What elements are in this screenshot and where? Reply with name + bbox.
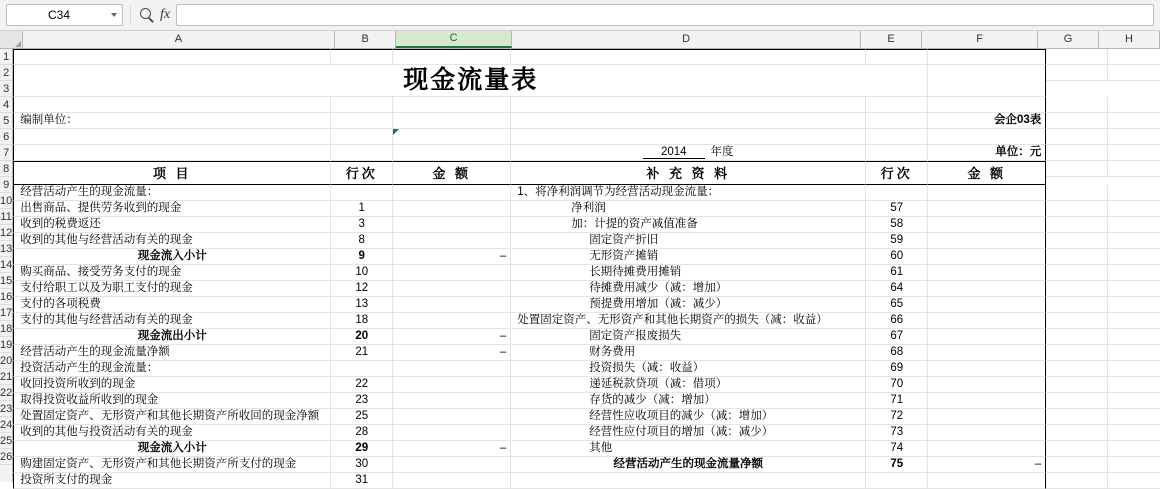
row-16-line-no-2[interactable]: 73 [866,425,928,441]
sheet-row-3 [13,97,1160,113]
row-12-h[interactable] [1108,361,1160,377]
row-14-amount[interactable] [393,393,511,409]
row-9-amount[interactable] [393,313,511,329]
select-all-corner[interactable] [0,31,23,48]
cell-c3[interactable] [393,97,511,113]
row-2-item[interactable]: 出售商品、提供劳务收到的现金 [13,201,331,217]
sheet-row-26 [13,473,1160,489]
row-4-h[interactable] [1108,233,1160,249]
cell-h5[interactable] [1108,129,1160,145]
row-1-amount[interactable] [393,185,511,201]
cell-a5[interactable] [13,129,331,145]
form-code[interactable]: 会企03表 [928,113,1046,129]
cell-h7[interactable] [1108,161,1160,177]
row-8-amount[interactable] [393,297,511,313]
row-17-line-no-2[interactable]: 74 [866,441,928,457]
row-6-item[interactable]: 购买商品、接受劳务支付的现金 [13,265,331,281]
row-16-line-no[interactable]: 28 [331,425,393,441]
sheet-row-5 [13,129,1160,145]
row-8-h[interactable] [1108,297,1160,313]
row-14-g[interactable] [1046,393,1108,409]
row-7-amount[interactable] [393,281,511,297]
row-10-item[interactable]: 现金流出小计 [13,329,331,345]
row-4-line-no[interactable]: 8 [331,233,393,249]
row-10-g[interactable] [1046,329,1108,345]
header-line-no-2[interactable]: 行次 [866,161,928,185]
chevron-down-icon[interactable] [111,13,117,17]
row-6-h[interactable] [1108,265,1160,281]
row-15-amount[interactable] [393,409,511,425]
cell-b1[interactable] [331,49,393,65]
sheet-area [13,49,1160,486]
column-header-d[interactable]: D [512,31,861,48]
row-15-item[interactable]: 处置固定资产、无形资产和其他长期资产所收回的现金净额 [13,409,331,425]
row-header-column [0,49,13,482]
row-11-line-no-2[interactable]: 68 [866,345,928,361]
row-header-10[interactable]: 10 [0,195,13,207]
row-6-g[interactable] [1046,265,1108,281]
row-header-3[interactable]: 3 [0,81,12,97]
unit-label[interactable]: 单位：元 [928,145,1046,161]
row-13-amount[interactable] [393,377,511,393]
row-11-h[interactable] [1108,345,1160,361]
cell-d5[interactable] [511,129,866,145]
row-13-supplement[interactable]: 递延税款贷项（减：借项） [511,377,866,393]
sheet-row-13 [13,265,1160,281]
row-7-supplement[interactable]: 待摊费用减少（减：增加） [511,281,866,297]
row-2-amount[interactable] [393,201,511,217]
row-9-line-no-2[interactable]: 66 [866,313,928,329]
cell-d4[interactable] [511,113,866,129]
row-header-6[interactable]: 6 [0,129,12,145]
sheet-row-12 [13,249,1160,265]
row-11-line-no[interactable]: 21 [331,345,393,361]
row-16-g[interactable] [1046,425,1108,441]
row-1-line-no[interactable] [331,185,393,201]
row-1-h[interactable] [1108,185,1160,201]
row-header-26[interactable]: 26 [0,451,13,463]
row-9-line-no[interactable]: 18 [331,313,393,329]
row-19-g[interactable] [1046,473,1108,489]
row-12-g[interactable] [1046,361,1108,377]
row-11-g[interactable] [1046,345,1108,361]
row-header-2[interactable]: 2 [0,65,12,81]
cell-b6[interactable] [331,145,393,161]
row-17-supplement[interactable]: 其他 [511,441,866,457]
sheet-row-23 [13,425,1160,441]
sheet-row-11 [13,233,1160,249]
cell-b3[interactable] [331,97,393,113]
row-header-16[interactable]: 16 [0,291,13,303]
sheet-row-21 [13,393,1160,409]
cell-f5[interactable] [928,129,1046,145]
search-icon[interactable] [138,6,156,24]
row-header-14[interactable]: 14 [0,259,13,271]
name-box-value: C34 [47,8,70,22]
row-header-8[interactable]: 8 [0,161,12,177]
prepared-by-label[interactable]: 编制单位： [13,113,331,129]
row-15-amount-2[interactable] [928,409,1046,425]
row-8-supplement[interactable]: 预提费用增加（减：减少） [511,297,866,313]
row-10-h[interactable] [1108,329,1160,345]
cell-g5[interactable] [1046,129,1108,145]
cell-g3[interactable] [1046,97,1108,113]
column-header-b[interactable]: B [335,31,396,48]
column-header-c[interactable]: C [396,31,512,48]
row-14-supplement[interactable]: 存货的减少（减：增加） [511,393,866,409]
row-6-amount[interactable] [393,265,511,281]
row-header-4[interactable]: 4 [0,97,12,113]
row-19-line-no[interactable]: 31 [331,473,393,489]
fx-icon[interactable]: fx [160,7,171,22]
row-9-amount-2[interactable] [928,313,1046,329]
sheet-row-4 [13,113,1160,129]
row-12-line-no-2[interactable]: 69 [866,361,928,377]
name-box[interactable] [6,4,123,26]
row-15-h[interactable] [1108,409,1160,425]
row-15-line-no-2[interactable]: 72 [866,409,928,425]
row-5-g[interactable] [1046,249,1108,265]
sheet-row-15 [13,297,1160,313]
row-8-g[interactable] [1046,297,1108,313]
cell-c4[interactable] [393,113,511,129]
row-1-g[interactable] [1046,185,1108,201]
row-16-amount-2[interactable] [928,425,1046,441]
row-3-h[interactable] [1108,217,1160,233]
cell-h4[interactable] [1108,113,1160,129]
sheet-title[interactable]: 现金流量表 [13,65,928,97]
row-17-amount-2[interactable] [928,441,1046,457]
row-16-h[interactable] [1108,425,1160,441]
row-13-line-no[interactable]: 22 [331,377,393,393]
row-header-24[interactable]: 24 [0,419,13,431]
row-18-g[interactable] [1046,457,1108,473]
column-header-f[interactable]: F [922,31,1038,48]
row-15-supplement[interactable]: 经营性应收项目的减少（减：增加） [511,409,866,425]
row-18-amount-2[interactable]: – [928,457,1046,473]
row-18-line-no[interactable]: 30 [331,457,393,473]
sheet-row-9 [13,201,1160,217]
cell-c5[interactable] [393,129,511,145]
row-1-item[interactable]: 经营活动产生的现金流量： [13,185,331,201]
row-18-line-no-2[interactable]: 75 [866,457,928,473]
row-17-h[interactable] [1108,441,1160,457]
cell-e5[interactable] [866,129,928,145]
row-15-g[interactable] [1046,409,1108,425]
row-6-line-no-2[interactable]: 61 [866,265,928,281]
row-7-h[interactable] [1108,281,1160,297]
row-15-line-no[interactable]: 25 [331,409,393,425]
row-9-h[interactable] [1108,313,1160,329]
row-19-supplement[interactable] [511,473,866,489]
row-7-item[interactable]: 支付给职工以及为职工支付的现金 [13,281,331,297]
sheet-row-18 [13,345,1160,361]
row-5-amount[interactable]: – [393,249,511,265]
row-4-line-no-2[interactable]: 59 [866,233,928,249]
row-11-amount-2[interactable] [928,345,1046,361]
row-2-g[interactable] [1046,201,1108,217]
cell-g7[interactable] [1046,161,1108,177]
sheet-row-6 [13,145,1160,161]
row-8-line-no[interactable]: 13 [331,297,393,313]
row-16-amount[interactable] [393,425,511,441]
row-12-supplement[interactable]: 投资损失（减：收益） [511,361,866,377]
row-2-line-no[interactable]: 1 [331,201,393,217]
row-16-supplement[interactable]: 经营性应付项目的增加（减：减少） [511,425,866,441]
cell-g6[interactable] [1046,145,1108,161]
sheet-row-20 [13,377,1160,393]
column-header-a[interactable]: A [23,31,336,48]
row-10-line-no-2[interactable]: 67 [866,329,928,345]
row-header-12[interactable]: 12 [0,227,13,239]
cell-h6[interactable] [1108,145,1160,161]
sheet-row-2 [13,65,1160,97]
row-14-h[interactable] [1108,393,1160,409]
row-4-supplement[interactable]: 固定资产折旧 [511,233,866,249]
row-12-line-no[interactable] [331,361,393,377]
row-4-amount[interactable] [393,233,511,249]
row-header-7[interactable]: 7 [0,145,12,161]
row-13-g[interactable] [1046,377,1108,393]
row-17-g[interactable] [1046,441,1108,457]
row-10-amount-2[interactable] [928,329,1046,345]
row-8-amount-2[interactable] [928,297,1046,313]
sheet-row-8 [13,185,1160,201]
row-4-item[interactable]: 收到的其他与经营活动有关的现金 [13,233,331,249]
row-header-18[interactable]: 18 [0,323,13,335]
sheet-row-1 [13,49,1160,65]
column-header-h[interactable]: H [1099,31,1160,48]
sheet-row-14 [13,281,1160,297]
row-header-15[interactable]: 15 [0,275,13,287]
sheet-row-7 [13,161,1160,185]
row-2-h[interactable] [1108,201,1160,217]
row-17-item[interactable]: 现金流入小计 [13,441,331,457]
formula-input[interactable] [176,4,1154,26]
row-19-h[interactable] [1108,473,1160,489]
row-10-supplement[interactable]: 固定资产报废损失 [511,329,866,345]
row-7-line-no-2[interactable]: 64 [866,281,928,297]
header-amount-2[interactable]: 金 额 [928,161,1046,185]
row-5-item[interactable]: 现金流入小计 [13,249,331,265]
row-3-supplement[interactable]: 加：计提的资产减值准备 [511,217,866,233]
row-6-supplement[interactable]: 长期待摊费用摊销 [511,265,866,281]
row-19-item[interactable]: 投资所支付的现金 [13,473,331,489]
cell-h1[interactable] [1108,49,1160,65]
row-18-h[interactable] [1108,457,1160,473]
row-3-line-no-2[interactable]: 58 [866,217,928,233]
row-header-22[interactable]: 22 [0,387,13,399]
row-6-amount-2[interactable] [928,265,1046,281]
row-18-amount[interactable] [393,457,511,473]
row-1-line-no-2[interactable] [866,185,928,201]
year-row[interactable] [511,145,866,161]
row-13-amount-2[interactable] [928,377,1046,393]
row-14-line-no[interactable]: 23 [331,393,393,409]
row-5-supplement[interactable]: 无形资产摊销 [511,249,866,265]
row-header-23[interactable]: 23 [0,403,13,415]
row-5-line-no[interactable]: 9 [331,249,393,265]
cell-e1[interactable] [866,49,928,65]
row-7-amount-2[interactable] [928,281,1046,297]
row-2-amount-2[interactable] [928,201,1046,217]
row-header-5[interactable]: 5 [0,113,12,129]
sheet-row-16 [13,313,1160,329]
sheet-row-19 [13,361,1160,377]
cell-b4[interactable] [331,113,393,129]
cell-a6[interactable] [13,145,331,161]
row-18-supplement[interactable]: 经营活动产生的现金流量净额 [511,457,866,473]
row-9-item[interactable]: 支付的其他与经营活动有关的现金 [13,313,331,329]
row-12-item[interactable]: 投资活动产生的现金流量： [13,361,331,377]
cell-corner-marker [393,129,399,135]
row-7-line-no[interactable]: 12 [331,281,393,297]
cell-f2[interactable] [928,65,1046,97]
cell-c1[interactable] [393,49,511,65]
row-header-19[interactable]: 19 [0,339,13,351]
row-1-supplement[interactable]: 1、将净利润调节为经营活动现金流量： [511,185,866,201]
row-1-amount-2[interactable] [928,185,1046,201]
row-3-amount-2[interactable] [928,217,1046,233]
row-3-item[interactable]: 收到的税费返还 [13,217,331,233]
row-11-supplement[interactable]: 财务费用 [511,345,866,361]
cell-e6[interactable] [866,145,928,161]
row-17-amount[interactable]: – [393,441,511,457]
cell-a3[interactable] [13,97,331,113]
row-header-11[interactable]: 11 [0,211,12,223]
row-5-amount-2[interactable] [928,249,1046,265]
row-12-amount[interactable] [393,361,511,377]
row-header-17[interactable]: 17 [0,307,13,319]
header-item[interactable]: 项 目 [13,161,331,185]
row-5-h[interactable] [1108,249,1160,265]
row-3-line-no[interactable]: 3 [331,217,393,233]
cell-d3[interactable] [511,97,866,113]
cell-g2[interactable] [1046,65,1108,81]
sheet-row-17 [13,329,1160,345]
row-3-amount[interactable] [393,217,511,233]
row-16-item[interactable]: 收到的其他与投资活动有关的现金 [13,425,331,441]
row-11-item[interactable]: 经营活动产生的现金流量净额 [13,345,331,361]
cell-f3[interactable] [928,97,1046,113]
row-7-g[interactable] [1046,281,1108,297]
toolbar-divider [130,6,131,24]
row-11-amount[interactable]: – [393,345,511,361]
cell-g1[interactable] [1046,49,1108,65]
row-6-line-no[interactable]: 10 [331,265,393,281]
row-9-supplement[interactable]: 处置固定资产、无形资产和其他长期资产的损失（减：收益） [511,313,866,329]
formula-bar [0,0,1160,31]
cell-f1[interactable] [928,49,1046,65]
row-header-21[interactable]: 21 [0,371,13,383]
row-14-amount-2[interactable] [928,393,1046,409]
row-12-amount-2[interactable] [928,361,1046,377]
header-supplement[interactable]: 补 充 资 料 [511,161,866,185]
row-19-amount-2[interactable] [928,473,1046,489]
column-header-row [0,31,1160,49]
row-19-line-no-2[interactable] [866,473,928,489]
spreadsheet-grid [0,49,1160,486]
row-3-g[interactable] [1046,217,1108,233]
row-5-line-no-2[interactable]: 60 [866,249,928,265]
sheet-row-22 [13,409,1160,425]
row-10-line-no[interactable]: 20 [331,329,393,345]
sheet-row-25 [13,457,1160,473]
row-14-line-no-2[interactable]: 71 [866,393,928,409]
row-4-amount-2[interactable] [928,233,1046,249]
row-header-25[interactable]: 25 [0,435,13,447]
row-18-item[interactable]: 购建固定资产、无形资产和其他长期资产所支付的现金 [13,457,331,473]
cell-e3[interactable] [866,97,928,113]
row-4-g[interactable] [1046,233,1108,249]
row-13-item[interactable]: 收回投资所收到的现金 [13,377,331,393]
row-8-item[interactable]: 支付的各项税费 [13,297,331,313]
cell-a1[interactable] [13,49,331,65]
header-amount[interactable]: 金 额 [393,161,511,185]
column-header-e[interactable]: E [861,31,922,48]
cell-c6[interactable] [393,145,511,161]
row-header-9[interactable]: 9 [0,177,12,193]
header-line-no[interactable]: 行次 [331,161,393,185]
row-10-amount[interactable]: – [393,329,511,345]
cell-g4[interactable] [1046,113,1108,129]
row-13-h[interactable] [1108,377,1160,393]
row-17-line-no[interactable]: 29 [331,441,393,457]
row-2-supplement[interactable]: 净利润 [511,201,866,217]
row-13-line-no-2[interactable]: 70 [866,377,928,393]
row-8-line-no-2[interactable]: 65 [866,297,928,313]
row-14-item[interactable]: 取得投资收益所收到的现金 [13,393,331,409]
cell-h3[interactable] [1108,97,1160,113]
sheet-row-10 [13,217,1160,233]
column-header-g[interactable]: G [1038,31,1099,48]
year-value: 2014 [643,146,705,159]
row-header-20[interactable]: 20 [0,355,13,367]
sheet-row-24 [13,441,1160,457]
row-header-13[interactable]: 13 [0,243,13,255]
year-suffix: 年度 [710,146,734,158]
row-2-line-no-2[interactable]: 57 [866,201,928,217]
cell-e4[interactable] [866,113,928,129]
cell-h2[interactable] [1108,65,1160,81]
cell-b5[interactable] [331,129,393,145]
row-header-1[interactable]: 1 [0,49,12,65]
row-9-g[interactable] [1046,313,1108,329]
cell-d1[interactable] [511,49,866,65]
row-19-amount[interactable] [393,473,511,489]
